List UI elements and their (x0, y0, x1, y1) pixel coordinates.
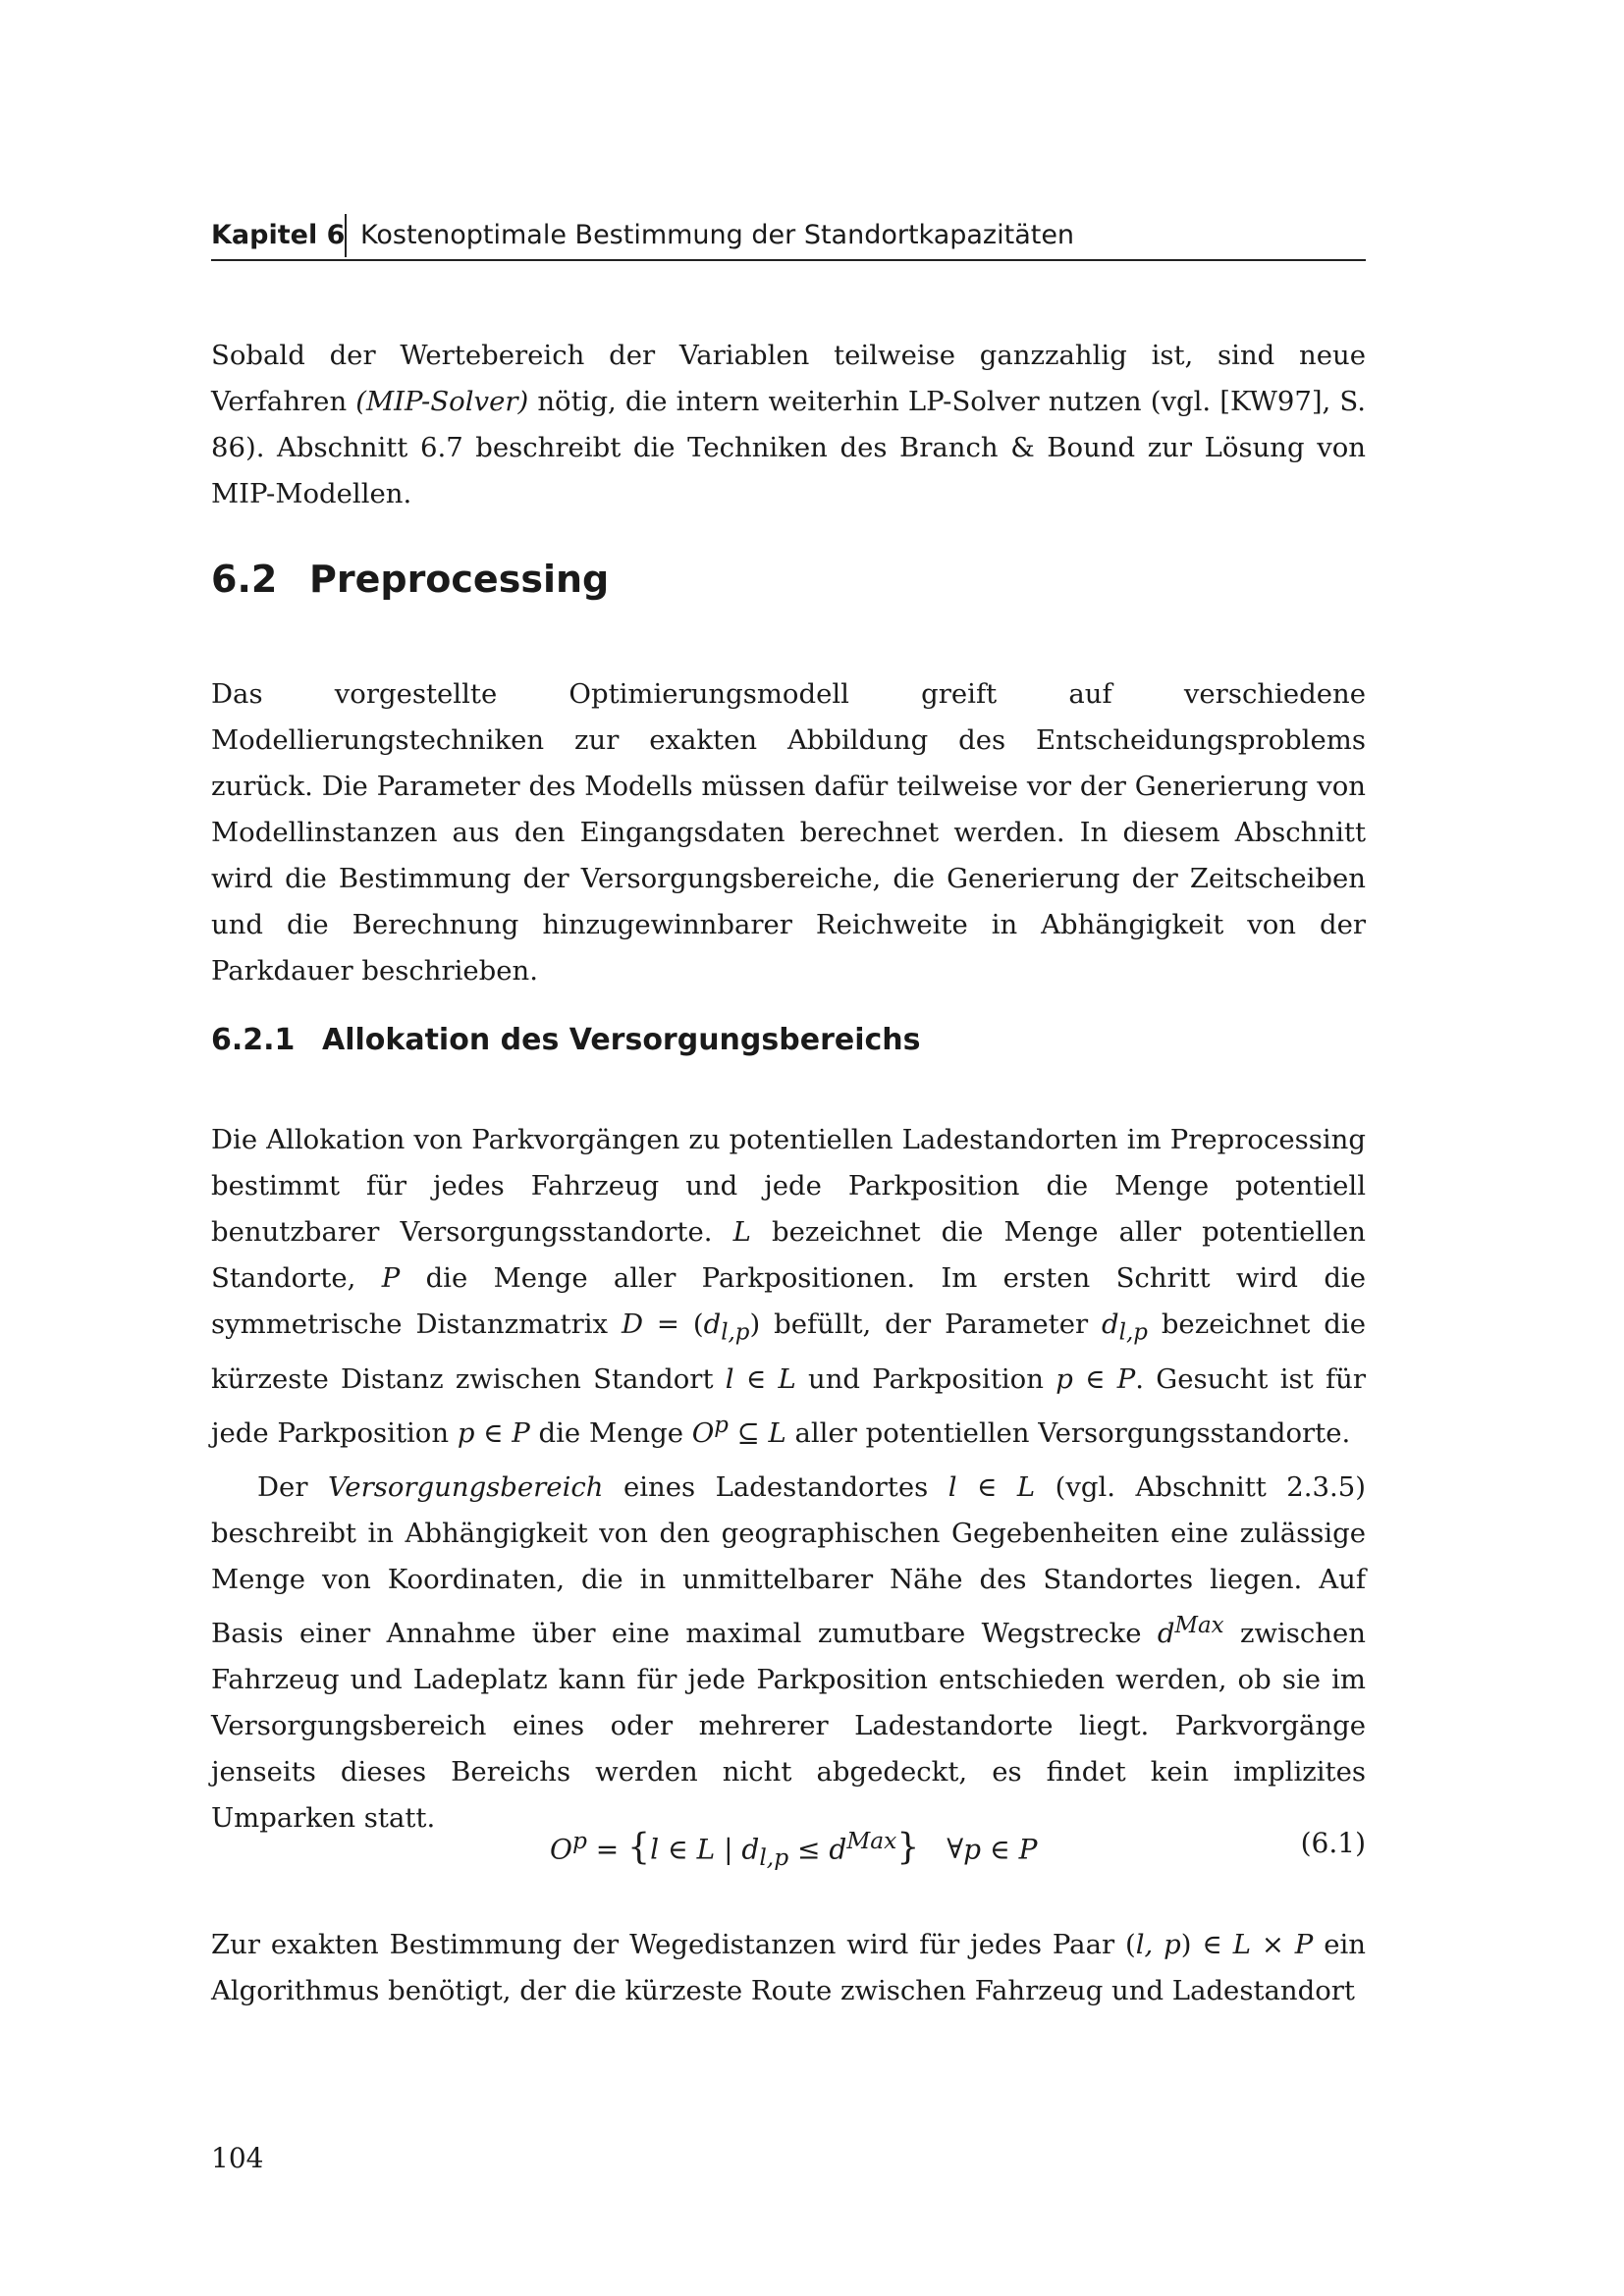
intro-text-2: nötig, die intern weiterhin LP-Solver nutzen (vgl. [KW97], S. 86). Abschnitt 6.7 beschreibt die Techniken des Branch & Bound zur Lösung von MIP-Modellen. (211, 386, 1367, 509)
section-title: Preprocessing (309, 558, 610, 601)
section-number: 6.2 (211, 558, 278, 601)
equation-number: (6.1) (1300, 1827, 1366, 1859)
allocation-paragraph: Die Allokation von Parkvorgängen zu potentiellen Ladestandorten im Preprocessing bestimmt für jedes Fahrzeug und jede Parkposition die Menge potentiell benutzbarer Versorgungsstandorte. L bezeichnet die Menge aller potentiellen Standorte, P die Menge aller Parkpositionen. Im ersten Schritt wird die symmetrische Distanzmatrix $D = (d_{l,p})$ befüllt, der Parameter $d_{l,p}$ bezeichnet die kürzeste Distanz zwischen Standort l ∈ L und Parkposition p ∈ P. Gesucht ist für jede Parkposition p ∈ P die Menge $O^p$ ⊆ L aller potentiellen Versorgungsstandorte. (211, 1124, 1366, 1449)
section-paragraph: Das vorgestellte Optimierungsmodell greift auf verschiedene Modellierungstechniken zur exakten Abbildung des Entscheidungsproblems zurück. Die Parameter des Modells müssen dafür teilweise vor der Generierung von Modellinstanzen aus den Eingangsdaten berechnet werden. In diesem Abschnitt wird die Bestimmung der Versorgungsbereiche, die Generierung der Zeitscheiben und die Berechnung hinzugewinnbarer Reichweite in Abhängigkeit von der Parkdauer beschrieben. (211, 678, 1366, 987)
equation-body: $O^p = \{l$ ∈ L | $d_{l,p} \le d^{Max}$} ∀p ∈ P (550, 1827, 1038, 1871)
route-paragraph: Zur exakten Bestimmung der Wegedistanzen wird für jedes Paar (l, p) ∈ L × P ein Algorithmus benötigt, der die kürzeste Route zwischen Fahrzeug und Ladestandort (211, 1929, 1366, 2006)
intro-text-1: Sobald der Wertebereich der Variablen teilweise ganzzahlig ist, sind neue Verfahren (211, 340, 1366, 417)
header-separator (345, 214, 347, 257)
subsection-title: Allokation des Versorgungsbereichs (322, 1023, 921, 1057)
intro-mip-solver: (MIP-Solver) (355, 386, 529, 417)
subsection-heading (211, 1023, 921, 1057)
section-heading (211, 558, 609, 601)
running-header (211, 214, 1366, 261)
equation-6-1 (211, 1821, 1366, 1870)
subsection-number: 6.2.1 (211, 1023, 296, 1057)
header-title: Kostenoptimale Bestimmung der Standortkapazitäten (360, 220, 1075, 250)
term-versorgungsbereich: Versorgungsbereich (327, 1471, 604, 1503)
range-paragraph: Der Versorgungsbereich eines Ladestandortes l ∈ L (vgl. Abschnitt 2.3.5) beschreibt in Abhängigkeit von den geographischen Gegebenheiten eine zulässige Menge von Koordinaten, die in unmittelbarer Nähe des Standortes liegen. Auf Basis einer Annahme über eine maximal zumutbare Wegstrecke $d^{Max}$ zwischen Fahrzeug und Ladeplatz kann für jede Parkposition entschieden werden, ob sie im Versorgungsbereich eines oder mehrerer Ladestandorte liegt. Parkvorgänge jenseits dieses Bereichs werden nicht abgedeckt, es findet kein implizites Umparken statt. (211, 1471, 1366, 1835)
header-chapter: Kapitel 6 (211, 220, 346, 250)
page-number: 104 (211, 2142, 264, 2174)
intro-paragraph (211, 333, 1366, 517)
